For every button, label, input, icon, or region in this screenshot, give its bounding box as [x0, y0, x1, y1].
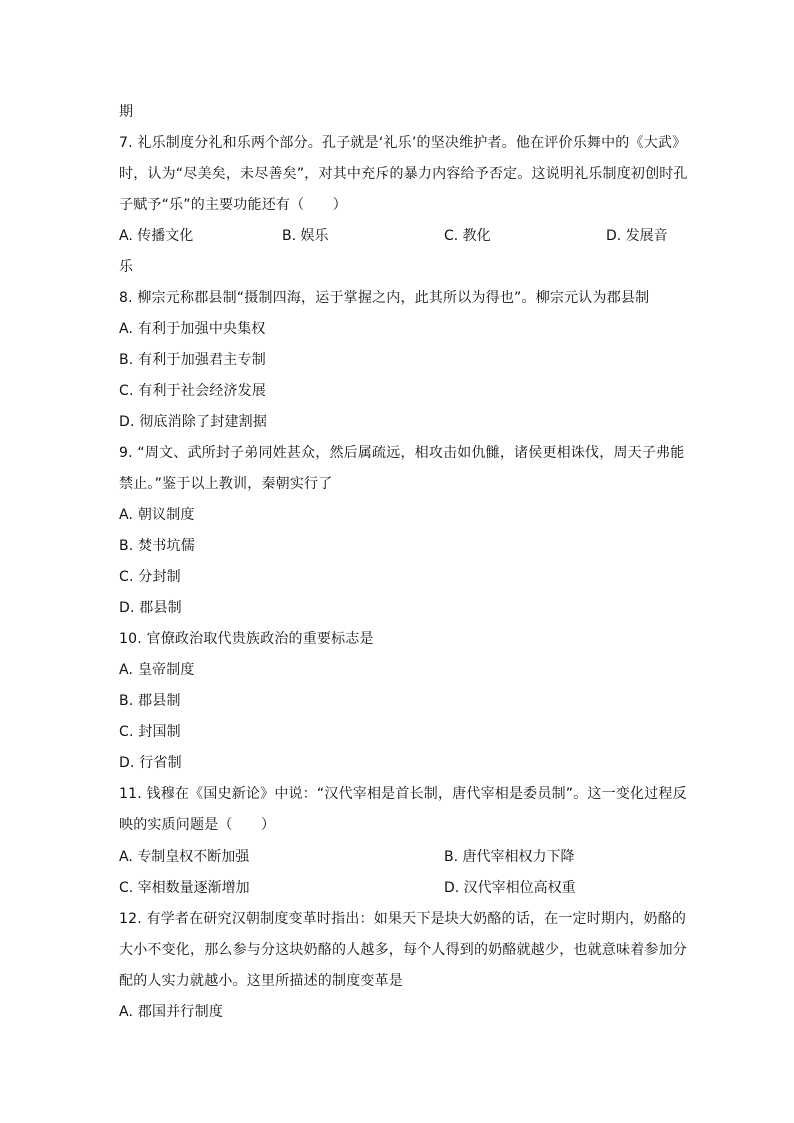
question-10-option-d: D. 行省制 — [119, 755, 182, 771]
question-7-stem: 子赋予“乐”的主要功能还有（ ） — [119, 197, 347, 213]
question-9-option-c: C. 分封制 — [119, 569, 181, 585]
question-7-stem: 7. 礼乐制度分礼和乐两个部分。孔子就是‘礼乐’的坚决维护者。他在评价乐舞中的《大武》 — [119, 135, 687, 151]
question-12-stem: 大小不变化，那么参与分这块奶酪的人越多，每个人得到的奶酪就越少，也就意味着参加分 — [119, 942, 687, 958]
question-12-stem: 12. 有学者在研究汉朝制度变革时指出：如果天下是块大奶酪的话，在一定时期内，奶酪的 — [119, 911, 687, 927]
question-7-option-a: A. 传播文化 — [119, 228, 194, 244]
question-11-option-a: A. 专制皇权不断加强 — [119, 849, 250, 865]
text-line: 期 — [119, 104, 134, 120]
question-11-stem: 映的实质问题是（ ） — [119, 817, 276, 833]
question-9-stem: 9. “周文、武所封子弟同姓甚众，然后属疏远，相攻击如仇雠，诸侯更相诛伐，周天子弗能 — [119, 445, 685, 461]
question-11-option-d: D. 汉代宰相位高权重 — [444, 880, 576, 896]
question-9-option-a: A. 朝议制度 — [119, 507, 195, 523]
question-9-stem: 禁止。”鉴于以上教训，秦朝实行了 — [119, 476, 333, 492]
question-8-option-a: A. 有利于加强中央集权 — [119, 321, 266, 337]
question-10-option-b: B. 郡县制 — [119, 693, 181, 709]
question-10-option-a: A. 皇帝制度 — [119, 662, 195, 678]
question-12-stem: 配的人实力就越小。这里所描述的制度变革是 — [119, 973, 403, 989]
question-8-stem: 8. 柳宗元称郡县制“摄制四海，运于掌握之内，此其所以为得也”。柳宗元认为郡县制 — [119, 290, 650, 306]
question-7-option-d-cont: 乐 — [119, 259, 134, 275]
question-9-option-d: D. 郡县制 — [119, 600, 182, 616]
question-7-option-c: C. 教化 — [444, 228, 491, 244]
question-12-option-a: A. 郡国并行制度 — [119, 1004, 224, 1020]
question-8-option-b: B. 有利于加强君主专制 — [119, 352, 266, 368]
question-11-stem: 11. 钱穆在《国史新论》中说：“汉代宰相是首长制，唐代宰相是委员制”。这一变化过程反 — [119, 786, 687, 802]
question-8-option-c: C. 有利于社会经济发展 — [119, 383, 267, 399]
question-8-option-d: D. 彻底消除了封建割据 — [119, 414, 268, 430]
question-7-option-b: B. 娱乐 — [282, 228, 329, 244]
question-11-option-c: C. 宰相数量逐渐增加 — [119, 880, 250, 896]
question-10-stem: 10. 官僚政治取代贵族政治的重要标志是 — [119, 631, 374, 647]
question-11-option-b: B. 唐代宰相权力下降 — [444, 849, 575, 865]
question-10-option-c: C. 封国制 — [119, 724, 181, 740]
question-7-option-d: D. 发展音 — [606, 228, 668, 244]
question-9-option-b: B. 焚书坑儒 — [119, 538, 195, 554]
question-7-stem: 时，认为“尽美矣，未尽善矣”，对其中充斥的暴力内容给予否定。这说明礼乐制度初创时孔 — [119, 166, 688, 182]
